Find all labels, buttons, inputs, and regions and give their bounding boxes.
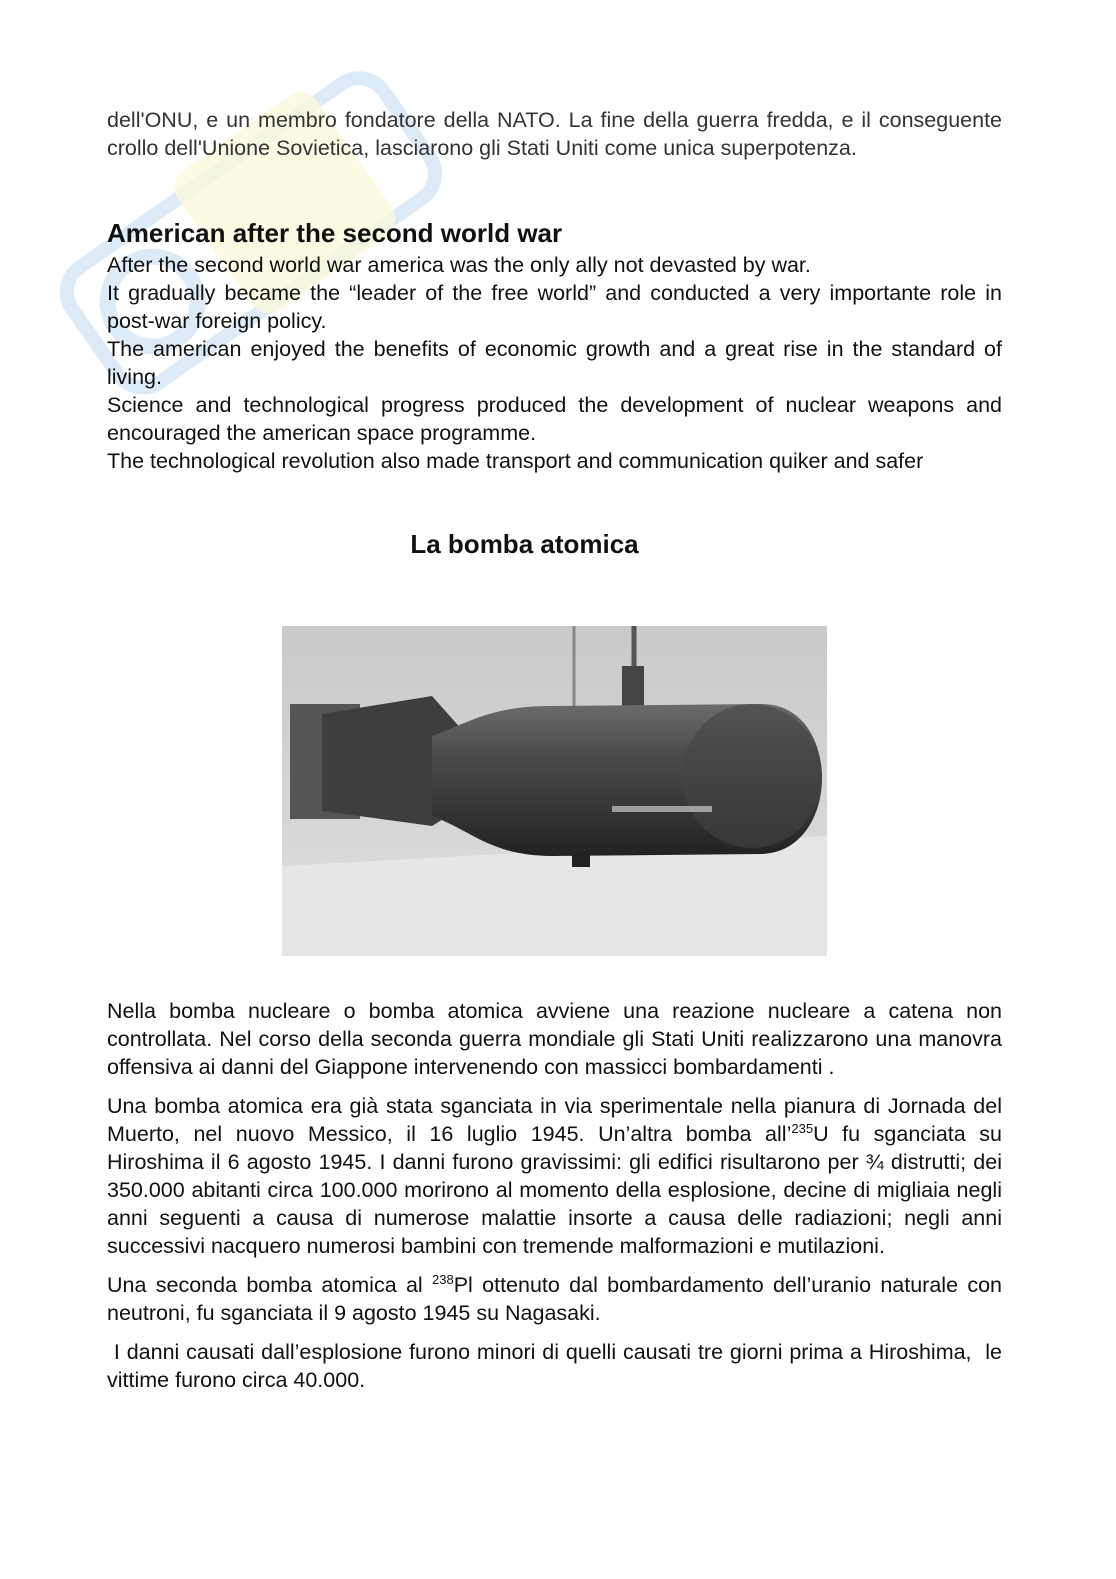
text-span: Pl ottenuto dal bombardamento dell’uranio naturale con neutroni, fu sganciata il 9 agosto 1945 su Nagasaki. xyxy=(107,1273,1002,1325)
paragraph: It gradually became the “leader of the free world” and conducted a very importante role in post-war foreign policy. xyxy=(107,281,1002,333)
paragraph xyxy=(107,1271,1002,1327)
superscript: 235 xyxy=(791,1120,814,1136)
text-span: U fu sganciata su Hiroshima il 6 agosto 1945. I danni furono gravissimi: gli edifici risultarono per ¾ distrutti; dei 350.000 abitanti circa 100.000 morirono al momento della esplosione, decine di migliaia negli anni seguenti a causa di numerose malattie insorte a causa delle radiazioni; negli anni successivi nacquero numerosi bambini con tremende malformazioni e mutilazioni. xyxy=(107,1122,1002,1258)
section-heading-bomba: La bomba atomica xyxy=(410,529,639,559)
paragraph: The american enjoyed the benefits of economic growth and a great rise in the standard of living. xyxy=(107,337,1002,389)
section-bomba-body xyxy=(107,997,1008,1405)
paragraph: I danni causati dall’esplosione furono minori di quelli causati tre giorni prima a Hiroshima, le vittime furono circa 40.000. xyxy=(107,1340,1008,1392)
paragraph: The technological revolution also made transport and communication quiker and safer xyxy=(107,449,924,473)
paragraph xyxy=(107,1092,1002,1260)
paragraph: Science and technological progress produced the development of nuclear weapons and encouraged the american space programme. xyxy=(107,393,1002,445)
section-american-body xyxy=(107,251,1002,475)
superscript: 238 xyxy=(432,1271,454,1287)
intro-paragraph: dell'ONU, e un membro fondatore della NATO. La fine della guerra fredda, e il conseguente crollo dell'Unione Sovietica, lasciarono gli Stati Uniti come unica superpotenza. xyxy=(107,108,1002,160)
paragraph: Nella bomba nucleare o bomba atomica avviene una reazione nucleare a catena non controllata. Nel corso della seconda guerra mondiale gli Stati Uniti realizzarono una manovra offensiva ai danni del Giappone intervenendo con massicci bombardamenti . xyxy=(107,999,1002,1079)
atomic-bomb-photo xyxy=(282,626,827,956)
paragraph: After the second world war america was the only ally not devasted by war. xyxy=(107,253,811,277)
section-heading-american: American after the second world war xyxy=(107,218,563,248)
text-span: Una bomba atomica era già stata sganciata in via sperimentale nella pianura di Jornada del Muerto, nel nuovo Messico, il 16 luglio 1945. Un’altra bomba all’ xyxy=(107,1094,1002,1146)
text-span: Una seconda bomba atomica al xyxy=(107,1273,433,1297)
